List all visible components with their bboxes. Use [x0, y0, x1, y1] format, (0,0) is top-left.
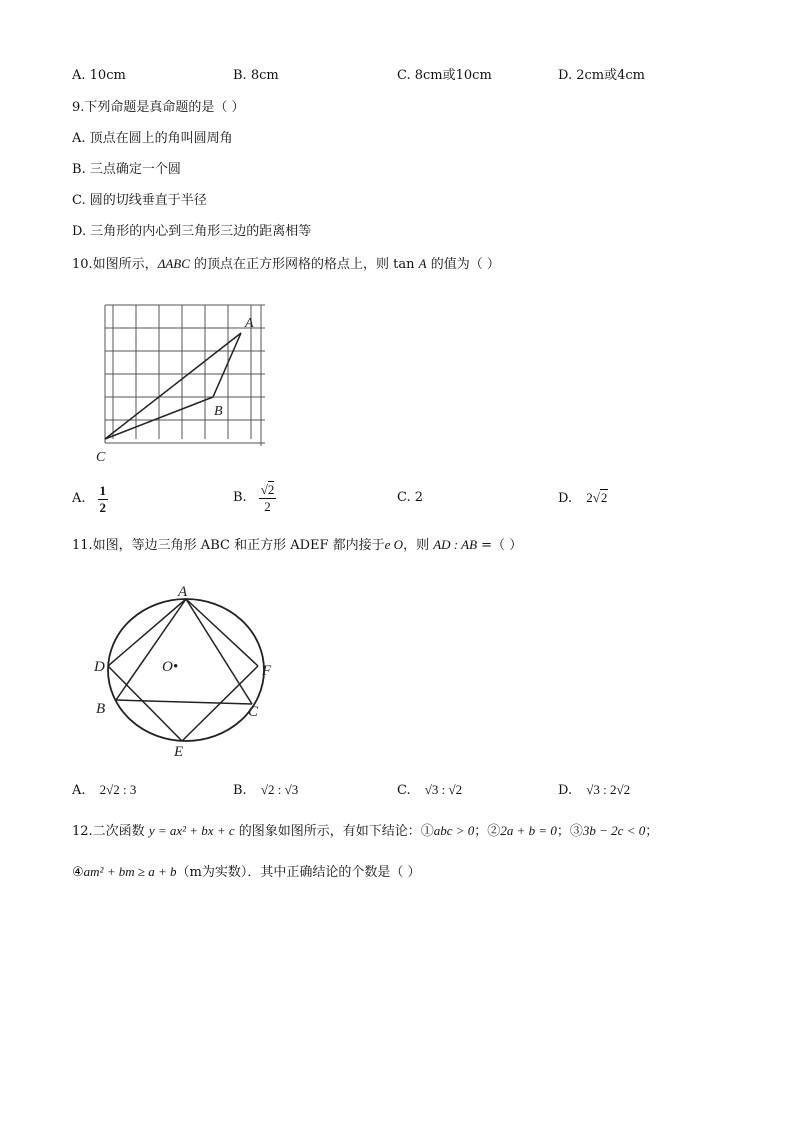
- q10-option-d: [558, 489, 608, 508]
- q10-option-d-prefix: D.: [558, 491, 573, 506]
- q12-line1-pre: 12.二次函数: [72, 824, 149, 839]
- q10-label-a: A: [245, 316, 254, 331]
- q11-option-c-prefix: C.: [397, 783, 411, 798]
- q10-option-d-coef: 2: [586, 490, 593, 505]
- q10-label-b: B: [214, 404, 223, 419]
- q10-option-a-den: 2: [99, 499, 107, 515]
- q9-stem: 9.下列命题是真命题的是（ ）: [72, 100, 245, 115]
- q10-label-c: C: [96, 450, 106, 465]
- q11-circle: [108, 599, 264, 741]
- q11-stem-post: =（ ）: [477, 538, 523, 553]
- q11-label-a: A: [178, 584, 188, 600]
- q11-stem: [72, 536, 522, 555]
- q12-conclusion-2: 2a + b = 0: [500, 823, 557, 838]
- q11-option-a: [72, 781, 136, 800]
- q11-option-d-prefix: D.: [558, 783, 573, 798]
- q11-option-b-value: √2 : √3: [260, 782, 299, 797]
- q12-line-2: [72, 863, 420, 882]
- q12-conclusion-1: abc > 0: [433, 823, 475, 838]
- q11-option-b-prefix: B.: [233, 783, 247, 798]
- q10-grid-lines: [105, 305, 265, 446]
- q10-grid-figure: [95, 298, 275, 466]
- q11-label-d: D: [94, 659, 105, 675]
- q12-line1-mid: 的图象如图所示，有如下结论：①: [234, 824, 434, 839]
- q10-option-b: [233, 478, 276, 518]
- q12-line2-pre: ④: [72, 865, 84, 880]
- q10-option-b-radicand: 2: [267, 481, 275, 497]
- q11-option-d-value: √3 : 2√2: [586, 782, 631, 797]
- q10-stem-pre: 10.如图所示，: [72, 257, 158, 272]
- q11-stem-ratio: AD : AB: [433, 537, 478, 552]
- q10-option-d-value: 2√2: [586, 490, 608, 505]
- q11-option-c-value: √3 : √2: [424, 782, 463, 797]
- q9-option-b: B. 三点确定一个圆: [72, 162, 181, 177]
- q11-label-c: C: [248, 704, 259, 720]
- q11-label-b: B: [96, 701, 106, 717]
- q11-option-c: [397, 781, 462, 800]
- q10-triangle: [105, 333, 241, 439]
- q10-option-a: [72, 481, 108, 517]
- q10-stem-var: A: [418, 256, 427, 271]
- q9-option-a: A. 顶点在圆上的角叫圆周角: [72, 131, 233, 146]
- q11-option-a-value: 2√2 : 3: [99, 782, 137, 797]
- q9-option-d: D. 三角形的内心到三角形三边的距离相等: [72, 224, 312, 239]
- q10-option-a-fraction: [98, 483, 109, 516]
- q11-option-d: [558, 781, 630, 800]
- q10-option-a-prefix: A.: [72, 491, 86, 506]
- q11-stem-pre: 11.如图，等边三角形 ABC 和正方形 ADEF 都内接于: [72, 538, 385, 553]
- q12-line-1: [72, 822, 658, 841]
- q10-option-b-den: 2: [264, 498, 271, 514]
- q8-option-c: C. 8cm或10cm: [397, 68, 492, 83]
- q12-sep-3: ；: [645, 824, 659, 839]
- q11-stem-mid: ，则: [403, 538, 434, 553]
- q11-option-b: [233, 781, 298, 800]
- q12-sep-1: ；②: [474, 824, 501, 839]
- q10-stem-mid: 的顶点在正方形网格的格点上，则 tan: [189, 257, 419, 272]
- q11-option-a-prefix: A.: [72, 783, 86, 798]
- q12-conclusion-4: am² + bm ≥ a + b: [83, 864, 177, 879]
- q10-stem-post: 的值为（ ）: [426, 257, 500, 272]
- q12-function: y = ax² + bx + c: [148, 823, 235, 838]
- q9-option-c: C. 圆的切线垂直于半径: [72, 193, 207, 208]
- q10-stem-triangle: ΔABC: [157, 256, 190, 271]
- q10-stem: [72, 255, 500, 274]
- q10-option-b-num: √2: [260, 481, 275, 497]
- q12-conclusion-3: 3b − 2c < 0: [582, 823, 646, 838]
- q10-option-c: C. 2: [397, 490, 424, 505]
- q11-circle-figure: [82, 578, 282, 764]
- q10-option-b-fraction: [259, 482, 277, 515]
- q8-option-d: D. 2cm或4cm: [558, 68, 645, 83]
- q11-label-f: F: [262, 663, 272, 679]
- q11-label-o: O•: [162, 659, 179, 675]
- q8-option-b: B. 8cm: [233, 68, 279, 83]
- q11-label-e: E: [174, 744, 184, 760]
- q8-option-a: A. 10cm: [72, 68, 126, 83]
- q12-line2-post: （m为实数）．其中正确结论的个数是（ ）: [176, 865, 421, 880]
- q10-option-d-radicand: 2: [600, 490, 608, 505]
- q10-option-a-num: 1: [99, 482, 107, 498]
- q10-option-b-prefix: B.: [233, 490, 247, 505]
- q11-stem-circle: e O: [384, 537, 404, 552]
- q12-sep-2: ；③: [556, 824, 583, 839]
